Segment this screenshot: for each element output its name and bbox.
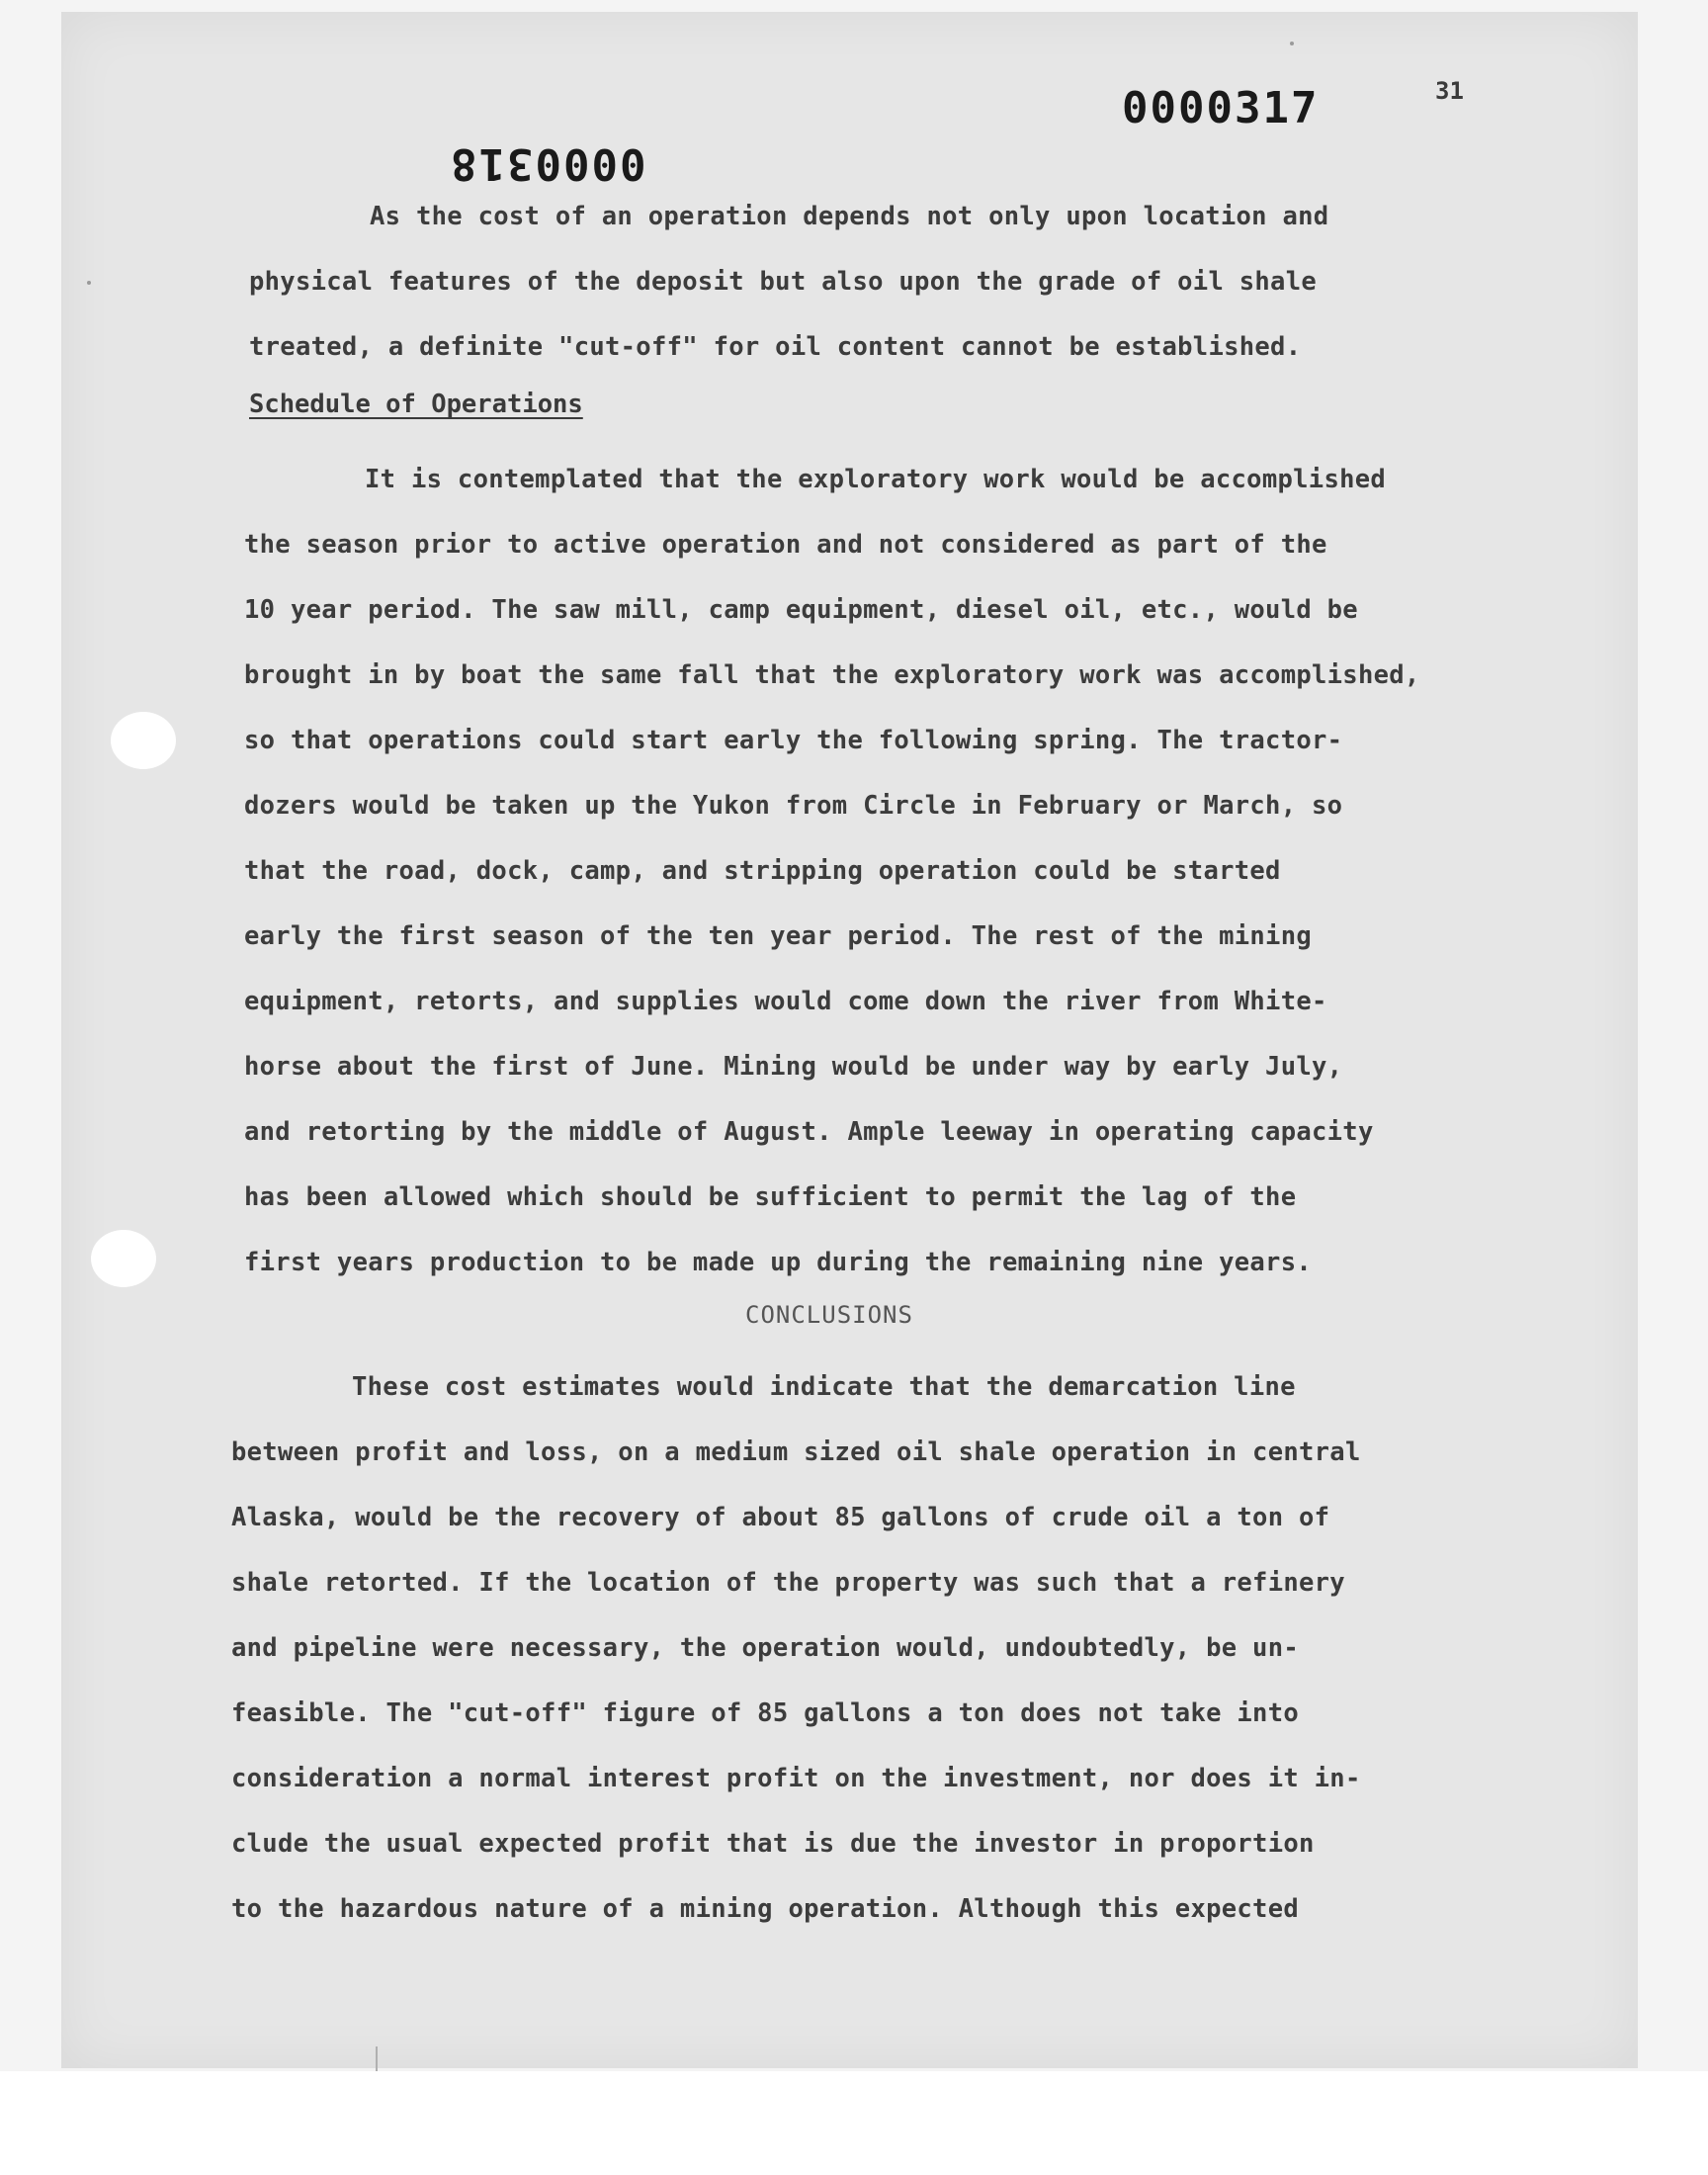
paragraph-line: brought in by boat the same fall that the exploratory work was accomplished, bbox=[244, 660, 1420, 690]
paragraph-line: and retorting by the middle of August. Ample leeway in operating capacity bbox=[244, 1117, 1374, 1147]
intro-paragraph bbox=[249, 184, 1328, 380]
paragraph-line: clude the usual expected profit that is due the investor in proportion bbox=[231, 1829, 1315, 1859]
paragraph-line: first years production to be made up during the remaining nine years. bbox=[244, 1248, 1313, 1277]
punch-hole-lower bbox=[91, 1230, 156, 1287]
paragraph-line: Alaska, would be the recovery of about 85 gallons of crude oil a ton of bbox=[231, 1503, 1330, 1532]
paragraph-line: and pipeline were necessary, the operation would, undoubtedly, be un- bbox=[231, 1633, 1300, 1663]
paragraph-line: It is contemplated that the exploratory work would be accomplished bbox=[365, 465, 1387, 494]
scan-speck bbox=[1290, 42, 1294, 45]
paragraph-line: As the cost of an operation depends not only upon location and bbox=[370, 202, 1329, 231]
paragraph-line: 10 year period. The saw mill, camp equipment, diesel oil, etc., would be bbox=[244, 595, 1358, 625]
paragraph-line: consideration a normal interest profit on the investment, nor does it in- bbox=[231, 1764, 1361, 1793]
scan-edge-mark bbox=[376, 2046, 378, 2071]
paragraph-line: to the hazardous nature of a mining operation. Although this expected bbox=[231, 1894, 1300, 1924]
paragraph-line: between profit and loss, on a medium sized oil shale operation in central bbox=[231, 1437, 1361, 1467]
paragraph-line: so that operations could start early the following spring. The tractor- bbox=[244, 726, 1343, 755]
paragraph-line: These cost estimates would indicate that the demarcation line bbox=[352, 1372, 1296, 1402]
paragraph-line: equipment, retorts, and supplies would come down the river from White- bbox=[244, 987, 1327, 1016]
document-page bbox=[61, 12, 1638, 2068]
punch-hole-upper bbox=[111, 712, 176, 769]
paragraph-line: treated, a definite "cut-off" for oil content cannot be established. bbox=[249, 332, 1302, 362]
paragraph-line: that the road, dock, camp, and stripping operation could be started bbox=[244, 856, 1281, 886]
bates-number-mirrored: 0000318 bbox=[449, 138, 646, 189]
paragraph-line: shale retorted. If the location of the property was such that a refinery bbox=[231, 1568, 1345, 1598]
schedule-paragraph bbox=[244, 447, 1420, 1295]
scan-speck bbox=[87, 281, 91, 285]
page-number: 31 bbox=[1435, 77, 1464, 105]
bates-number: 0000317 bbox=[1122, 83, 1320, 133]
paragraph-line: has been allowed which should be sufficient to permit the lag of the bbox=[244, 1182, 1297, 1212]
section-heading-schedule: Schedule of Operations bbox=[249, 390, 583, 419]
paragraph-line: feasible. The "cut-off" figure of 85 gallons a ton does not take into bbox=[231, 1698, 1300, 1728]
paragraph-line: horse about the first of June. Mining would be under way by early July, bbox=[244, 1052, 1343, 1082]
section-heading-conclusions: CONCLUSIONS bbox=[745, 1301, 913, 1329]
paragraph-line: the season prior to active operation and not considered as part of the bbox=[244, 530, 1327, 560]
paragraph-line: early the first season of the ten year period. The rest of the mining bbox=[244, 921, 1313, 951]
paragraph-line: physical features of the deposit but also upon the grade of oil shale bbox=[249, 267, 1318, 297]
paragraph-line: dozers would be taken up the Yukon from Circle in February or March, so bbox=[244, 791, 1343, 821]
conclusions-paragraph bbox=[231, 1354, 1361, 1942]
